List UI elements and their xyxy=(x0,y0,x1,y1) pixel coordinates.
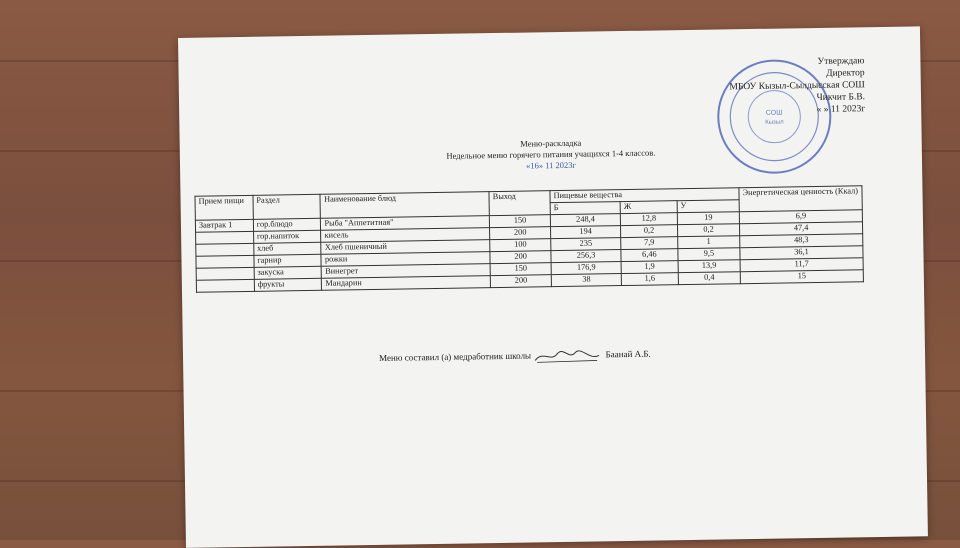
cell-protein: 38 xyxy=(551,274,621,287)
cell-section: хлеб xyxy=(254,242,322,255)
cell-meal xyxy=(196,243,254,256)
cell-carbs: 13,9 xyxy=(678,260,740,273)
cell-meal xyxy=(196,279,254,292)
svg-text:СОШ: СОШ xyxy=(765,109,783,117)
cell-fat: 1,6 xyxy=(621,273,678,286)
cell-section: гарнир xyxy=(254,254,322,267)
cell-meal xyxy=(196,267,254,280)
header-yield: Выход xyxy=(489,191,550,216)
cell-dish: рожки xyxy=(321,252,490,267)
footer-prefix: Меню составил (а) медработник школы xyxy=(378,350,532,363)
approval-line-5: « » 11 2023г xyxy=(816,104,866,115)
cell-yield: 200 xyxy=(490,227,551,240)
cell-energy: 36,1 xyxy=(740,246,863,260)
cell-section: закуска xyxy=(254,266,322,279)
cell-protein: 248,4 xyxy=(550,214,620,227)
cell-meal xyxy=(196,231,254,244)
cell-energy: 11,7 xyxy=(740,258,863,272)
cell-fat: 6,46 xyxy=(621,249,678,262)
table-header-row xyxy=(195,186,862,208)
cell-dish: Мандарин xyxy=(322,276,491,291)
menu-date: «16» 11 2023г xyxy=(525,159,577,171)
cell-energy: 6,9 xyxy=(739,210,862,224)
cell-yield: 200 xyxy=(490,275,551,288)
cell-yield: 100 xyxy=(490,239,551,252)
approval-block xyxy=(729,55,865,117)
header-protein: Б xyxy=(550,202,620,215)
header-section: Раздел xyxy=(253,194,321,219)
title-line-1: Меню-раскладка xyxy=(520,137,582,149)
title-line-2: Недельное меню горячего питания учащихся 1-4 классов. xyxy=(446,147,656,161)
cell-dish: Рыба "Аппетитная" xyxy=(321,216,490,231)
cell-dish: Винегрет xyxy=(322,264,491,279)
approval-line-2: Директор xyxy=(826,68,865,79)
header-carbs: У xyxy=(677,200,739,213)
cell-protein: 194 xyxy=(551,226,621,239)
cell-section: гор.напиток xyxy=(253,230,321,243)
cell-carbs: 9,5 xyxy=(678,248,740,261)
approval-line-1: Утверждаю xyxy=(817,56,865,67)
cell-carbs: 0,2 xyxy=(677,224,739,237)
approval-line-4: Чикчит Б.В. xyxy=(816,92,866,103)
cell-energy: 15 xyxy=(740,270,863,284)
cell-protein: 256,3 xyxy=(551,250,621,263)
cell-yield: 150 xyxy=(490,263,551,276)
cell-meal: Завтрак 1 xyxy=(195,219,253,232)
menu-table xyxy=(194,185,863,292)
header-nutrients: Пищевые вещества xyxy=(550,188,739,203)
cell-carbs: 1 xyxy=(677,236,739,249)
cell-yield: 150 xyxy=(490,215,551,228)
handwritten-signature xyxy=(533,347,603,364)
cell-energy: 48,3 xyxy=(740,234,863,248)
cell-fat: 7,9 xyxy=(621,237,678,250)
approval-line-3: МБОУ Кызыл-Сылдысская СОШ xyxy=(729,80,865,93)
cell-dish: кисель xyxy=(321,228,490,243)
cell-dish: Хлеб пшеничный xyxy=(321,240,490,255)
cell-fat: 12,8 xyxy=(620,213,677,226)
cell-fat: 1,9 xyxy=(621,261,678,274)
cell-carbs: 0,4 xyxy=(678,272,740,285)
cell-protein: 235 xyxy=(551,238,621,251)
cell-meal xyxy=(196,255,254,268)
cell-carbs: 19 xyxy=(677,212,739,225)
footer-name: Баанай А.Б. xyxy=(605,348,651,360)
footer-signature xyxy=(379,347,651,367)
cell-yield: 200 xyxy=(490,251,551,264)
cell-protein: 176,9 xyxy=(551,262,621,275)
svg-text:Кызыл: Кызыл xyxy=(765,119,784,126)
header-dish: Наименование блюд xyxy=(320,192,489,219)
cell-energy: 47,4 xyxy=(740,222,863,236)
cell-section: гор.блюдо xyxy=(253,218,321,231)
header-meal: Прием пищи xyxy=(195,195,253,220)
header-energy: Энергетическая ценность (Ккал) xyxy=(739,186,862,212)
cell-fat: 0,2 xyxy=(621,225,678,238)
document-sheet xyxy=(178,26,928,548)
header-fat: Ж xyxy=(620,201,677,214)
cell-section: фрукты xyxy=(254,278,322,291)
